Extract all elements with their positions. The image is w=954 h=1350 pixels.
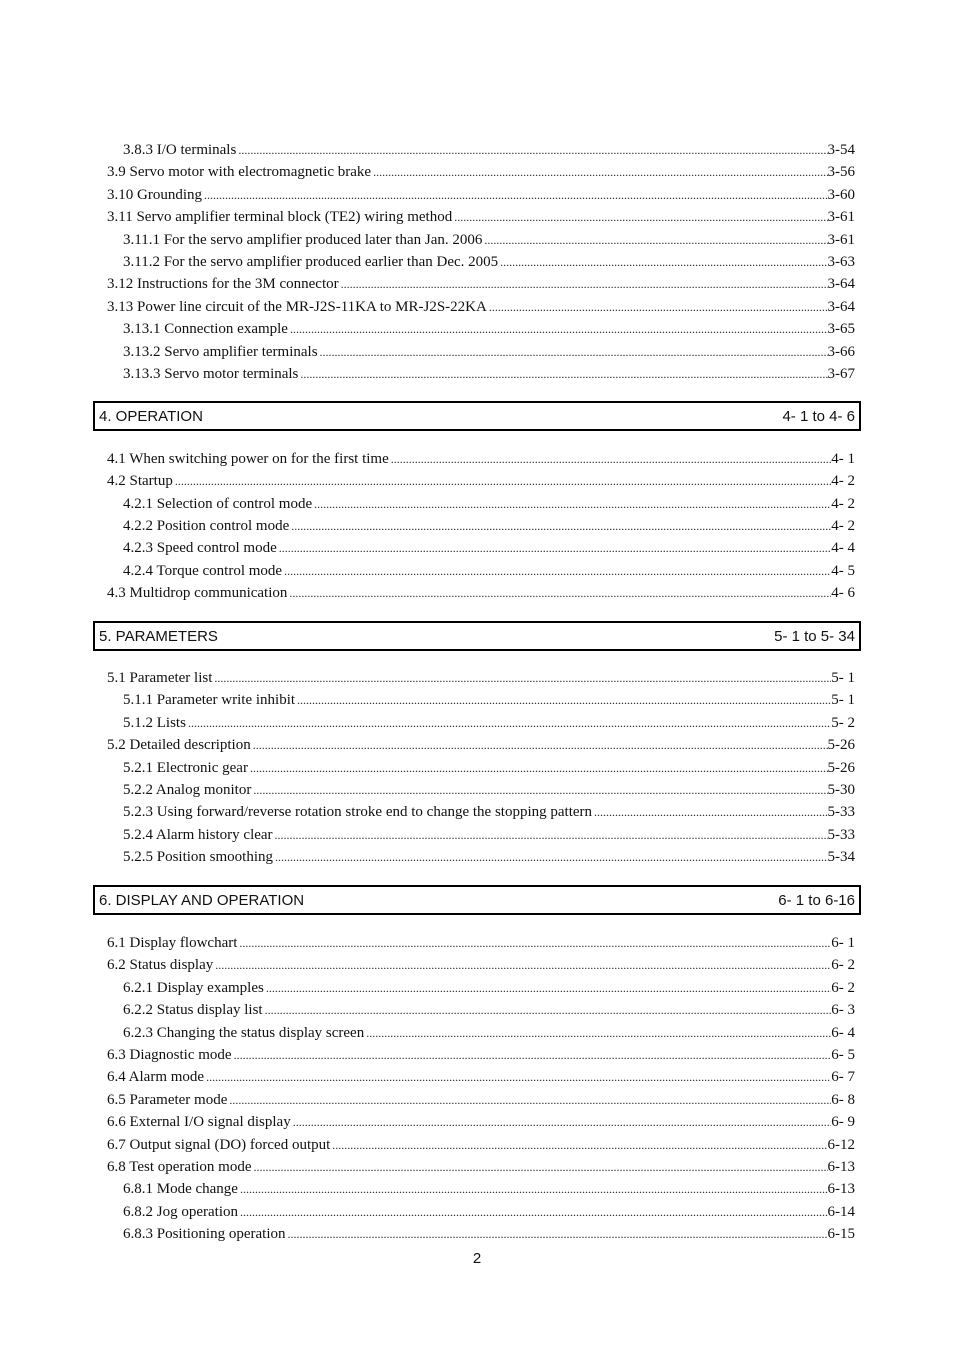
toc-entry — [107, 933, 855, 953]
toc-entry-page: 5-33 — [827, 826, 855, 843]
toc-entry — [123, 319, 855, 339]
toc-entry-title: 6.1 Display flowchart — [107, 935, 238, 951]
dot-leader — [291, 1112, 832, 1132]
toc-entry-page: 3-54 — [827, 142, 855, 158]
toc-entry-title: 6.8.2 Jog operation — [123, 1203, 238, 1220]
toc-entry-title: 4.2.2 Position control mode — [123, 517, 290, 534]
dot-leader — [389, 449, 832, 469]
toc-entry-title: 6.3 Diagnostic mode — [107, 1047, 232, 1063]
toc-entry-page: 6- 9 — [831, 1114, 855, 1131]
dot-leader — [288, 319, 828, 339]
toc-entry-page: 3-64 — [827, 298, 855, 315]
chapter-title: 6. DISPLAY AND OPERATION — [99, 891, 305, 909]
dot-leader — [173, 471, 831, 491]
toc-entry-title: 5.1 Parameter list — [107, 670, 213, 686]
toc-entry — [123, 713, 855, 733]
toc-entry-page: 6- 7 — [831, 1069, 855, 1086]
toc-entry-title: 5.2.5 Position smoothing — [123, 849, 274, 866]
toc-entry-title: 4.3 Multidrop communication — [107, 584, 288, 601]
toc-entry-page: 4- 6 — [831, 584, 855, 601]
toc-entry — [123, 342, 855, 362]
chapter-page-range: 4- 1 to 4- 6 — [782, 407, 855, 425]
dot-leader — [263, 1000, 832, 1020]
toc-entry-title: 3.11.2 For the servo amplifier produced earlier than Dec. 2005 — [123, 254, 499, 270]
toc-entry — [107, 735, 855, 755]
toc-entry — [107, 1135, 855, 1155]
dot-leader — [282, 561, 831, 581]
toc-entry-page: 4- 2 — [831, 495, 855, 512]
toc-entry-title: 6.8.1 Mode change — [123, 1181, 238, 1198]
toc-entry-title: 5.2.2 Analog monitor — [123, 782, 252, 798]
dot-leader — [487, 297, 828, 317]
dot-leader — [227, 1090, 831, 1110]
toc-entry — [123, 1000, 855, 1020]
toc-entry-page: 6-13 — [827, 1159, 855, 1175]
toc-entry-title: 3.11.1 For the servo amplifier produced later than Jan. 2006 — [123, 231, 483, 248]
chapter-heading-4 — [93, 401, 861, 431]
dot-leader — [238, 1179, 828, 1199]
dot-leader — [498, 252, 827, 272]
toc-entry-page: 3-61 — [827, 209, 855, 226]
toc-entry-title: 5.1.1 Parameter write inhibit — [123, 692, 296, 709]
toc-entry-page: 3-67 — [827, 366, 855, 382]
toc-entry-title: 3.13 Power line circuit of the MR-J2S-11KA to MR-J2S-22KA — [107, 298, 487, 315]
toc-entry-title: 6.2.2 Status display list — [123, 1002, 263, 1019]
toc-entry-page: 6- 4 — [831, 1024, 855, 1041]
toc-entry — [123, 847, 855, 867]
toc-entry — [123, 1023, 855, 1043]
toc-entry-page: 4- 5 — [831, 562, 855, 579]
toc-entry-page: 5- 1 — [831, 692, 855, 709]
toc-entry-title: 3.10 Grounding — [107, 186, 202, 203]
dot-leader — [213, 955, 831, 975]
toc-entry — [107, 583, 855, 603]
toc-entry-page: 5-34 — [827, 849, 855, 866]
toc-entry — [107, 185, 855, 205]
toc-entry — [107, 162, 855, 182]
dot-leader — [248, 758, 828, 778]
toc-entry-title: 6.8.3 Positioning operation — [123, 1226, 286, 1243]
toc-entry-page: 6- 8 — [831, 1091, 855, 1108]
dot-leader — [251, 780, 827, 800]
dot-leader — [273, 825, 828, 845]
toc-entry-title: 3.11 Servo amplifier terminal block (TE2) wiring method — [107, 209, 453, 226]
toc-entry-page: 6-14 — [827, 1203, 855, 1220]
toc-entry — [123, 1224, 855, 1244]
toc-entry-page: 3-61 — [827, 231, 855, 248]
toc-entry — [107, 955, 855, 975]
toc-entry — [123, 252, 855, 272]
toc-entry — [107, 1157, 855, 1177]
toc-entry-page: 6- 3 — [831, 1002, 855, 1019]
toc-entry-title: 5.2 Detailed description — [107, 737, 251, 754]
toc-entry-title: 5.2.3 Using forward/reverse rotation stroke end to change the stopping pattern — [123, 804, 593, 821]
toc-entry — [107, 207, 855, 227]
chapter-title: 4. OPERATION — [99, 407, 203, 425]
dot-leader — [289, 516, 831, 536]
chapter-heading-6 — [93, 885, 861, 915]
toc-entry — [107, 297, 855, 317]
toc-entry-page: 6-12 — [827, 1136, 855, 1153]
dot-leader — [371, 162, 827, 182]
toc-entry — [123, 690, 855, 710]
toc-entry-title: 4.2 Startup — [107, 473, 173, 490]
toc-entry-title: 6.5 Parameter mode — [107, 1091, 228, 1108]
toc-entry — [123, 1202, 855, 1222]
toc-entry-page: 4- 1 — [831, 451, 855, 467]
toc-entry-page: 5- 1 — [831, 670, 855, 686]
toc-entry-title: 5.2.1 Electronic gear — [123, 759, 248, 776]
dot-leader — [482, 230, 827, 250]
dot-leader — [277, 538, 832, 558]
toc-entry-page: 6- 1 — [831, 935, 855, 951]
toc-entry — [123, 494, 855, 514]
toc-entry-page: 6-13 — [827, 1181, 855, 1198]
toc-entry-page: 4- 2 — [831, 473, 855, 490]
toc-entry-page: 3-65 — [827, 321, 855, 338]
toc-entry-title: 6.7 Output signal (DO) forced output — [107, 1136, 331, 1153]
toc-entry-title: 3.12 Instructions for the 3M connector — [107, 276, 339, 293]
dot-leader — [232, 1045, 832, 1065]
toc-entry-page: 5-26 — [827, 759, 855, 776]
dot-leader — [273, 847, 827, 867]
toc-entry — [123, 516, 855, 536]
dot-leader — [186, 713, 831, 733]
toc-entry — [123, 561, 855, 581]
dot-leader — [592, 802, 827, 822]
toc-entry-page: 5- 2 — [831, 714, 855, 731]
dot-leader — [339, 274, 828, 294]
toc-entry-page: 3-60 — [827, 186, 855, 203]
toc-entry — [123, 978, 855, 998]
toc-entry — [123, 1179, 855, 1199]
dot-leader — [204, 1067, 831, 1087]
toc-entry — [107, 668, 855, 688]
toc-entry — [123, 538, 855, 558]
dot-leader — [364, 1023, 831, 1043]
toc-entry — [107, 449, 855, 469]
toc-entry — [123, 758, 855, 778]
dot-leader — [295, 690, 831, 710]
toc-entry-title: 4.1 When switching power on for the first time — [107, 451, 389, 467]
toc-entry — [123, 802, 855, 822]
toc-entry-page: 5-33 — [827, 804, 855, 821]
toc-entry-title: 3.13.1 Connection example — [123, 321, 288, 338]
toc-entry-title: 4.2.4 Torque control mode — [123, 562, 283, 579]
toc-entry-page: 3-66 — [827, 343, 855, 360]
dot-leader — [330, 1135, 827, 1155]
toc-entry — [123, 780, 855, 800]
toc-entry-title: 3.13.2 Servo amplifier terminals — [123, 343, 318, 360]
dot-leader — [212, 668, 831, 688]
toc-entry-page: 3-63 — [827, 254, 855, 270]
dot-leader — [236, 140, 827, 160]
toc-entry-page: 6-15 — [827, 1226, 855, 1243]
toc-entry — [107, 1112, 855, 1132]
chapter-title: 5. PARAMETERS — [99, 627, 218, 645]
dot-leader — [452, 207, 827, 227]
toc-entry-page: 4- 4 — [831, 540, 855, 557]
toc-entry — [123, 230, 855, 250]
chapter-heading-5 — [93, 621, 861, 651]
toc-entry-title: 3.8.3 I/O terminals — [123, 142, 237, 158]
toc-entry-page: 6- 2 — [831, 957, 855, 974]
dot-leader — [298, 364, 827, 384]
toc-entry — [107, 1090, 855, 1110]
page-number: 2 — [472, 1250, 482, 1267]
toc-entry-page: 3-64 — [827, 276, 855, 293]
toc-entry-page: 6- 5 — [831, 1047, 855, 1063]
toc-entry-title: 4.2.3 Speed control mode — [123, 540, 277, 557]
toc-entry — [107, 471, 855, 491]
toc-entry-title: 6.4 Alarm mode — [107, 1069, 205, 1086]
toc-entry-title: 3.9 Servo motor with electromagnetic brake — [107, 164, 372, 181]
toc-entry — [107, 1067, 855, 1087]
dot-leader — [238, 1202, 828, 1222]
toc-entry-title: 6.6 External I/O signal display — [107, 1114, 291, 1131]
toc-entry-page: 5-26 — [827, 737, 855, 754]
toc-entry-page: 5-30 — [827, 782, 855, 798]
toc-entry — [123, 140, 855, 160]
dot-leader — [318, 342, 828, 362]
toc-entry-page: 6- 2 — [831, 979, 855, 996]
toc-entry — [107, 1045, 855, 1065]
dot-leader — [286, 1224, 828, 1244]
toc-entry-title: 6.8 Test operation mode — [107, 1159, 252, 1175]
dot-leader — [312, 494, 831, 514]
dot-leader — [251, 735, 828, 755]
toc-entry — [123, 364, 855, 384]
chapter-page-range: 5- 1 to 5- 34 — [774, 627, 855, 645]
toc-entry-title: 5.1.2 Lists — [123, 714, 186, 731]
dot-leader — [237, 933, 831, 953]
toc-entry-page: 4- 2 — [831, 517, 855, 534]
toc-entry-title: 4.2.1 Selection of control mode — [123, 495, 313, 512]
dot-leader — [264, 978, 831, 998]
toc-entry-title: 5.2.4 Alarm history clear — [123, 826, 273, 843]
toc-entry-title: 6.2.3 Changing the status display screen — [123, 1024, 365, 1041]
toc-entry — [123, 825, 855, 845]
dot-leader — [202, 185, 828, 205]
toc-entry-title: 6.2.1 Display examples — [123, 979, 264, 996]
chapter-page-range: 6- 1 to 6-16 — [778, 891, 855, 909]
toc-entry-page: 3-56 — [827, 164, 855, 181]
dot-leader — [251, 1157, 827, 1177]
toc-entry-title: 3.13.3 Servo motor terminals — [123, 366, 299, 382]
dot-leader — [287, 583, 831, 603]
toc-entry-title: 6.2 Status display — [107, 957, 214, 974]
toc-entry — [107, 274, 855, 294]
